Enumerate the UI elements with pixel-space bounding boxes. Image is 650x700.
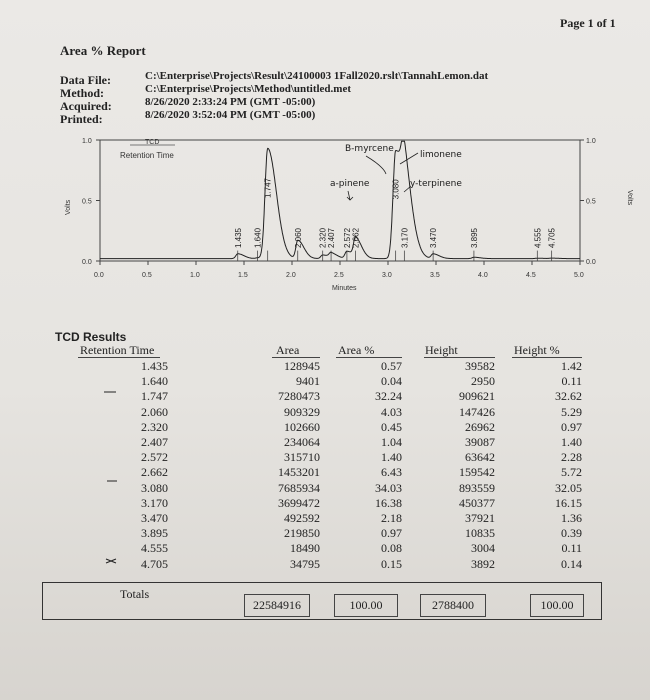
cell-height-pct: 2.28: [561, 450, 582, 465]
peak-label: 1.435: [233, 227, 243, 248]
cell-retention-time: 3.895: [141, 526, 168, 541]
cell-height-pct: 0.97: [561, 419, 582, 434]
y-right-tick-label: 1.0: [586, 138, 596, 145]
cell-height: 159542: [459, 465, 495, 480]
cell-area: 34795: [290, 556, 320, 571]
cell-area: 128945: [284, 359, 320, 373]
cell-height: 39087: [465, 435, 495, 449]
cell-area: 492592: [284, 511, 320, 525]
cell-height: 2950: [471, 374, 495, 389]
cell-area-pct: 0.45: [381, 419, 402, 434]
cell-area: 102660: [284, 419, 320, 434]
x-tick-label: 1.0: [190, 272, 200, 279]
cell-height-pct: 0.39: [561, 526, 582, 541]
peak-label: 2.662: [351, 227, 361, 248]
cell-height: 893559: [459, 480, 495, 495]
cell-area-pct: 1.40: [381, 450, 402, 465]
cell-height: 37921: [465, 511, 495, 525]
cell-height-pct: 32.05: [555, 480, 582, 495]
cell-height-pct: 1.40: [561, 435, 582, 449]
cell-height: 909621: [459, 389, 495, 404]
peak-label: 3.080: [391, 179, 401, 200]
cell-height: 26962: [465, 419, 495, 434]
cell-retention-time: 2.060: [141, 404, 168, 419]
cell-retention-time: 2.572: [141, 450, 168, 465]
page-number: Page 1 of 1: [560, 16, 616, 30]
cell-retention-time: 2.662: [141, 465, 168, 480]
total-height: 2788400: [420, 594, 486, 617]
x-tick-label: 2.0: [286, 272, 296, 279]
meta-label-acquired: Acquired:: [60, 99, 112, 113]
col-header-area-pct: Area %: [338, 343, 375, 357]
cell-retention-time: 2.320: [141, 419, 168, 434]
cell-height: 3892: [471, 556, 495, 571]
cell-area-pct: 16.38: [375, 495, 402, 510]
legend-entry: TCD: [145, 139, 160, 146]
cell-area-pct: 0.57: [381, 359, 402, 373]
x-tick-label: 0.0: [94, 272, 104, 279]
cell-height: 63642: [465, 450, 495, 465]
cell-height-pct: 1.42: [561, 359, 582, 373]
x-tick-label: 3.5: [430, 272, 440, 279]
meta-label-data-file: Data File:: [60, 73, 111, 87]
cell-area-pct: 6.43: [381, 465, 402, 480]
cell-height-pct: 1.36: [561, 511, 582, 525]
annotation-limonene: limonene: [420, 150, 462, 160]
peak-label: 2.407: [327, 227, 337, 248]
totals-label: Totals: [120, 587, 150, 601]
cell-height: 10835: [465, 526, 495, 541]
x-axis-label: Minutes: [332, 285, 357, 292]
peak-label: 2.572: [342, 227, 352, 248]
x-tick-label: 3.0: [382, 272, 392, 279]
y-axis-label-right: Volts: [626, 190, 633, 206]
cell-area: 7685934: [278, 480, 320, 495]
y-tick-label: 0.0: [82, 259, 92, 266]
cell-height-pct: 0.11: [561, 374, 582, 389]
cell-height-pct: 0.11: [561, 541, 582, 556]
cell-height-pct: 0.14: [561, 556, 582, 571]
peak-label: 2.320: [318, 227, 328, 248]
cell-height-pct: 16.15: [555, 495, 582, 510]
meta-value-printed: 8/26/2020 3:52:04 PM (GMT -05:00): [145, 109, 316, 121]
results-title: TCD Results: [55, 330, 127, 344]
pen-cross-mark: [106, 559, 116, 563]
cell-retention-time: 2.407: [141, 435, 168, 449]
y-tick-label: 1.0: [82, 138, 92, 145]
y-axis-label-left: Volts: [65, 199, 72, 215]
cell-height: 450377: [459, 495, 495, 510]
cell-area: 219850: [284, 526, 320, 541]
peak-label: 3.895: [469, 227, 479, 248]
cell-area-pct: 1.04: [381, 435, 402, 449]
col-header-area: Area: [276, 343, 300, 357]
cell-area-pct: 0.04: [381, 374, 402, 389]
cell-retention-time: 4.555: [141, 541, 168, 556]
cell-area: 909329: [284, 404, 320, 419]
annotation-a-pinene: a-pinene: [330, 179, 370, 189]
cell-height-pct: 32.62: [555, 389, 582, 404]
chart-title: Retention Time: [120, 151, 174, 160]
meta-label-method: Method:: [60, 86, 104, 100]
cell-height-pct: 5.29: [561, 404, 582, 419]
cell-retention-time: 1.435: [141, 359, 168, 373]
cell-retention-time: 3.170: [141, 495, 168, 510]
annotation-y-terpinene: y-terpinene: [410, 179, 462, 189]
cell-area-pct: 0.08: [381, 541, 402, 556]
col-header-height: Height: [425, 343, 458, 357]
y-right-tick-label: 0.0: [586, 259, 596, 266]
cell-retention-time: 4.705: [141, 556, 168, 571]
peak-label: 2.060: [293, 227, 303, 248]
cell-height: 3004: [471, 541, 495, 556]
meta-value-acquired: 8/26/2020 2:33:24 PM (GMT -05:00): [145, 96, 316, 108]
x-tick-label: 5.0: [574, 272, 584, 279]
cell-area: 315710: [284, 450, 320, 465]
cell-area-pct: 34.03: [375, 480, 402, 495]
peak-label: 4.705: [547, 227, 557, 248]
meta-value-data-file: C:\Enterprise\Projects\Result\24100003 1Fall2020.rslt\TannahLemon.dat: [145, 70, 489, 82]
cell-area: 9401: [296, 374, 320, 389]
cell-area: 18490: [290, 541, 320, 556]
x-tick-label: 4.0: [478, 272, 488, 279]
x-tick-label: 0.5: [142, 272, 152, 279]
y-right-tick-label: 0.5: [586, 198, 596, 206]
cell-area-pct: 2.18: [381, 511, 402, 525]
cell-retention-time: 3.470: [141, 511, 168, 525]
cell-area-pct: 32.24: [375, 389, 402, 404]
total-height-pct: 100.00: [530, 594, 584, 617]
cell-retention-time: 1.747: [141, 389, 168, 404]
peak-label: 3.170: [400, 227, 410, 248]
total-area: 22584916: [244, 594, 310, 617]
total-area-pct: 100.00: [334, 594, 398, 617]
x-tick-label: 2.5: [334, 272, 344, 279]
cell-height-pct: 5.72: [561, 465, 582, 480]
cell-area-pct: 0.15: [381, 556, 402, 571]
report-title: Area % Report: [60, 43, 146, 58]
meta-label-printed: Printed:: [60, 112, 103, 126]
cell-area-pct: 0.97: [381, 526, 402, 541]
cell-area: 1453201: [278, 465, 320, 480]
cell-height: 147426: [459, 404, 495, 419]
cell-retention-time: 1.640: [141, 374, 168, 389]
peak-label: 1.747: [263, 177, 273, 198]
cell-area-pct: 4.03: [381, 404, 402, 419]
annotation-b-myrcene: B-myrcene: [345, 144, 394, 154]
y-tick-label: 0.5: [82, 198, 92, 206]
cell-height: 39582: [465, 359, 495, 373]
peak-label: 3.470: [429, 227, 439, 248]
x-tick-label: 4.5: [526, 272, 536, 279]
cell-area: 3699472: [278, 495, 320, 510]
cell-retention-time: 3.080: [141, 480, 168, 495]
col-header-retention-time: Retention Time: [80, 343, 155, 357]
peak-label: 1.640: [253, 227, 263, 248]
cell-area: 7280473: [278, 389, 320, 404]
peak-label: 4.555: [533, 227, 543, 248]
cell-area: 234064: [284, 435, 320, 449]
col-header-height-pct: Height %: [514, 343, 560, 357]
x-tick-label: 1.5: [238, 272, 248, 279]
meta-value-method: C:\Enterprise\Projects\Method\untitled.met: [145, 83, 352, 95]
